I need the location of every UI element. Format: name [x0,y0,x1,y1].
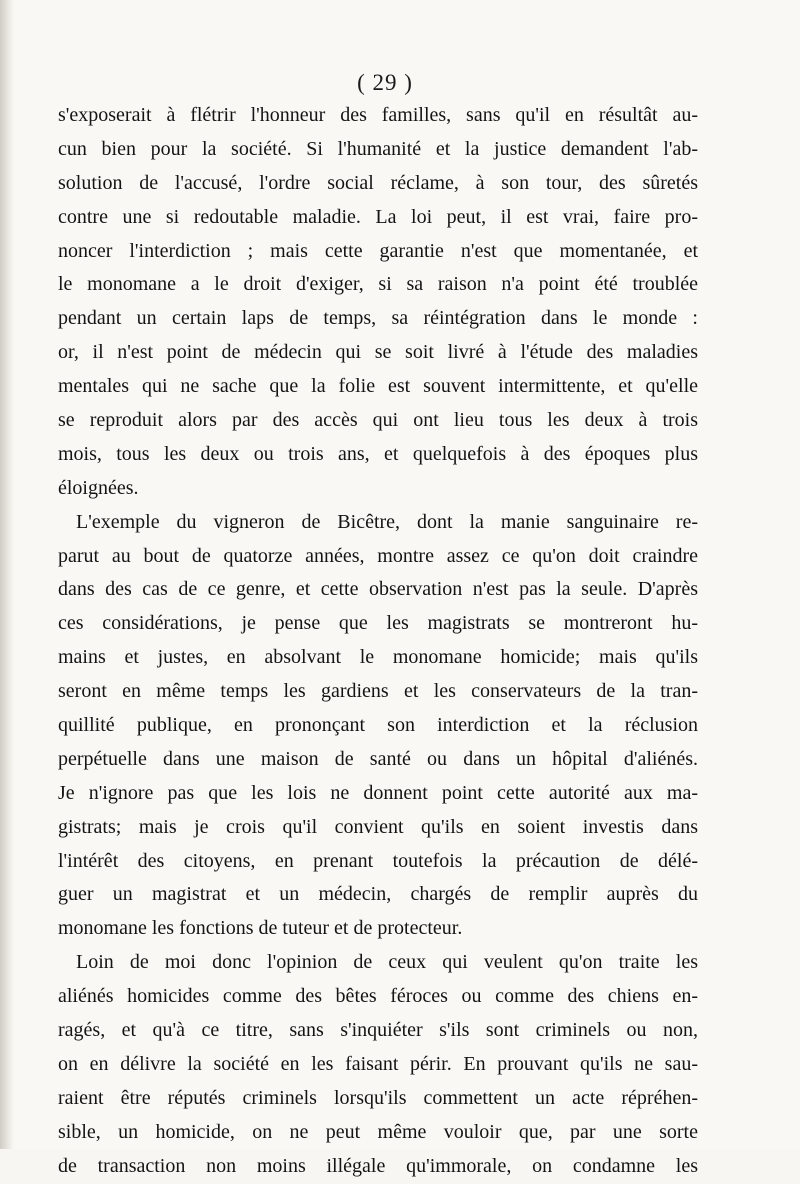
text-line: l'intérêt des citoyens, en prenant toutefois la précaution de délé- [58,849,698,872]
body-text [58,99,698,1184]
text-line: seront en même temps les gardiens et les conservateurs de la tran- [58,680,698,703]
text-line: monomane les fonctions de tuteur et de protecteur. [58,917,463,940]
text-line: mois, tous les deux ou trois ans, et quelquefois à des époques plus [58,442,698,465]
text-line: contre une si redoutable maladie. La loi peut, il est vrai, faire pro- [58,205,698,228]
text-line: raient être réputés criminels lorsqu'ils commettent un acte répréhen- [58,1086,698,1109]
text-line: de transaction non moins illégale qu'immorale, on condamne les [58,1154,698,1177]
text-line: perpétuelle dans une maison de santé ou dans un hôpital d'aliénés. [58,747,698,770]
page-binding-shadow [0,0,14,1149]
page-number: ( 29 ) [357,70,413,95]
text-line: le monomane a le droit d'exiger, si sa raison n'a point été troublée [58,273,698,296]
text-line: parut au bout de quatorze années, montre assez ce qu'on doit craindre [58,544,698,567]
text-line: dans des cas de ce genre, et cette observation n'est pas la seule. D'après [58,578,698,601]
text-line: se reproduit alors par des accès qui ont lieu tous les deux à trois [58,409,698,432]
text-line: cun bien pour la société. Si l'humanité et la justice demandent l'ab- [58,137,698,160]
text-line: ragés, et qu'à ce titre, sans s'inquiéter s'ils sont criminels ou non, [58,1019,698,1042]
text-line: on en délivre la société en les faisant périr. En prouvant qu'ils ne sau- [58,1052,698,1075]
text-line: sible, un homicide, on ne peut même vouloir que, par une sorte [58,1120,698,1143]
text-line: Loin de moi donc l'opinion de ceux qui veulent qu'on traite les [76,951,698,974]
text-line: solution de l'accusé, l'ordre social réclame, à son tour, des sûretés [58,171,698,194]
text-line: mains et justes, en absolvant le monomane homicide; mais qu'ils [58,646,698,669]
text-line: noncer l'interdiction ; mais cette garantie n'est que momentanée, et [58,239,698,262]
text-line: éloignées. [58,476,139,499]
text-line: pendant un certain laps de temps, sa réintégration dans le monde : [58,307,698,330]
text-line: Je n'ignore pas que les lois ne donnent point cette autorité aux ma- [58,781,698,804]
text-line: mentales qui ne sache que la folie est souvent intermittente, et qu'elle [58,375,698,398]
text-line: ces considérations, je pense que les magistrats se montreront hu- [58,612,698,635]
text-line: s'exposerait à flétrir l'honneur des familles, sans qu'il en résultât au- [58,104,698,126]
text-line: or, il n'est point de médecin qui se soit livré à l'étude des maladies [58,341,698,364]
text-line: guer un magistrat et un médecin, chargés de remplir auprès du [58,883,698,906]
text-line: L'exemple du vigneron de Bicêtre, dont la manie sanguinaire re- [76,510,698,533]
text-line: quillité publique, en prononçant son interdiction et la réclusion [58,714,698,737]
text-line: aliénés homicides comme des bêtes féroces ou comme des chiens en- [58,985,698,1008]
text-line: gistrats; mais je crois qu'il convient qu'ils en soient investis dans [58,815,698,838]
